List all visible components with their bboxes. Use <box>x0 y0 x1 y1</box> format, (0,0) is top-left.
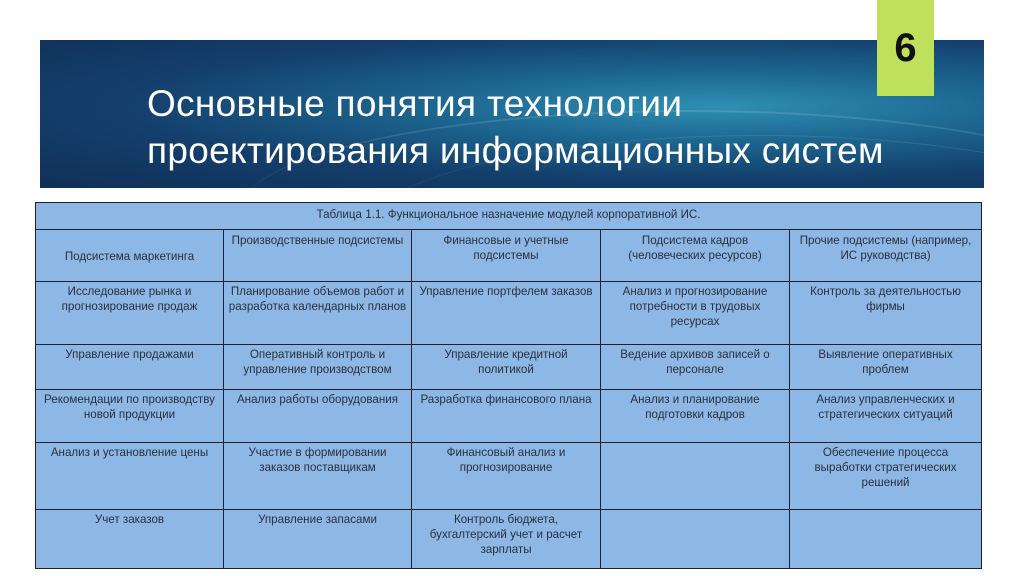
table-container <box>35 202 981 569</box>
modules-table <box>35 202 982 569</box>
table-header-cell: Производственные подсистемы <box>224 230 412 282</box>
slide-number-badge: 6 <box>877 0 934 96</box>
table-header-cell: Подсистема кадров (человеческих ресурсов) <box>601 230 790 282</box>
table-cell: Оперативный контроль и управление производством <box>224 345 412 390</box>
table-cell: Планирование объемов работ и разработка календарных планов <box>224 282 412 345</box>
table-row <box>36 443 982 510</box>
table-header-cell: Финансовые и учетные подсистемы <box>412 230 601 282</box>
table-cell: Анализ и планирование подготовки кадров <box>601 390 790 443</box>
table-cell: Исследование рынка и прогнозирование продаж <box>36 282 224 345</box>
table-cell <box>601 510 790 569</box>
table-cell: Анализ работы оборудования <box>224 390 412 443</box>
table-cell: Управление портфелем заказов <box>412 282 601 345</box>
table-cell: Управление кредитной политикой <box>412 345 601 390</box>
table-cell <box>601 443 790 510</box>
title-banner <box>40 40 984 188</box>
table-header-cell: Прочие подсистемы (например, ИС руководства) <box>790 230 982 282</box>
table-row <box>36 282 982 345</box>
table-row <box>36 510 982 569</box>
table-caption: Таблица 1.1. Функциональное назначение модулей корпоративной ИС. <box>36 203 982 230</box>
table-cell: Рекомендации по производству новой продукции <box>36 390 224 443</box>
table-cell: Ведение архивов записей о персонале <box>601 345 790 390</box>
table-cell: Управление запасами <box>224 510 412 569</box>
table-cell: Контроль за деятельностью фирмы <box>790 282 982 345</box>
slide-title: Основные понятия технологии проектирования информационных систем <box>147 83 884 171</box>
table-cell: Анализ управленческих и стратегических ситуаций <box>790 390 982 443</box>
table-caption-row <box>36 203 982 230</box>
table-cell: Финансовый анализ и прогнозирование <box>412 443 601 510</box>
table-cell: Обеспечение процесса выработки стратегических решений <box>790 443 982 510</box>
table-cell: Выявление оперативных проблем <box>790 345 982 390</box>
table-cell: Разработка финансового плана <box>412 390 601 443</box>
table-row <box>36 345 982 390</box>
table-header-row <box>36 230 982 282</box>
table-cell: Управление продажами <box>36 345 224 390</box>
table-cell: Участие в формировании заказов поставщикам <box>224 443 412 510</box>
table-header-cell: Подсистема маркетинга <box>36 230 224 282</box>
table-cell: Анализ и прогнозирование потребности в трудовых ресурсах <box>601 282 790 345</box>
table-cell: Анализ и установление цены <box>36 443 224 510</box>
table-cell: Учет заказов <box>36 510 224 569</box>
table-cell: Контроль бюджета, бухгалтерский учет и расчет зарплаты <box>412 510 601 569</box>
table-row <box>36 390 982 443</box>
table-cell <box>790 510 982 569</box>
